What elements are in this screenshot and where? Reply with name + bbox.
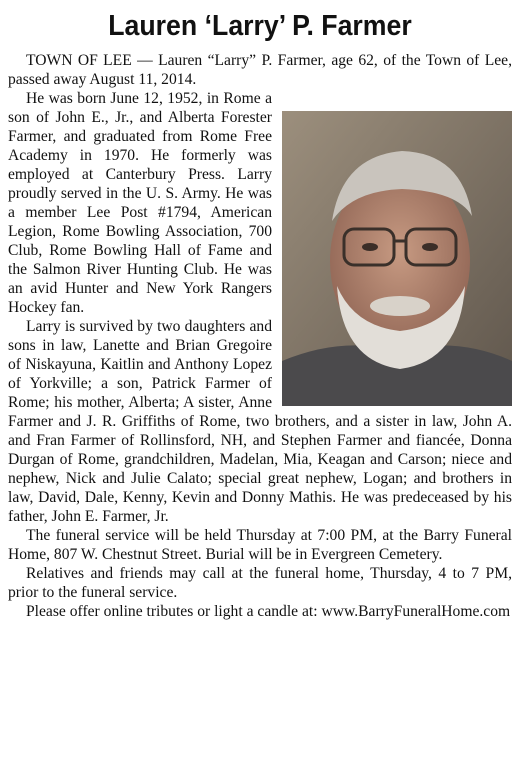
obituary-body — [8, 51, 512, 621]
obituary-headline: Lauren ‘Larry’ P. Farmer — [108, 10, 412, 42]
paragraph-survivors: Larry is survived by two daughters and sons in law, Lanette and Brian Gregoire of Niskayuna, Kaitlin and Anthony Lopez of Yorkville; a son, Patrick Farmer of Rome; his mother, Alberta; A sister, Anne Farmer and J. R. Griffiths of Rome, two brothers, and a sister in law, John A. and Fran Farmer of Rollinsford, NH, and Stephen Farmer and fiancée, Donna Durgan of Rome, grandchildren, Madelan, Mia, Keagan and Carson; niece and nephew, Nick and Julie Calato; special great nephew, Logan; and brothers in law, David, Dale, Kenny, Kevin and Donny Mathis. He was predeceased by his father, John E. Farmer, Jr. — [8, 318, 512, 525]
paragraph-intro: TOWN OF LEE — Lauren “Larry” P. Farmer, age 62, of the Town of Lee, passed away August 11, 2014. — [8, 52, 512, 88]
portrait-image — [282, 111, 512, 406]
portrait-photo — [282, 111, 512, 406]
paragraph-biography: He was born June 12, 1952, in Rome a son of John E., Jr., and Alberta Forester Farmer, and graduated from Rome Free Academy in 1970. He formerly was employed at Canterbury Press. Larry proudly served in the U. S. Army. He was a member Lee Post #1794, American Legion, Rome Bowling Association, 700 Club, Rome Bowling Hall of Fame and the Salmon River Hunting Club. He was an avid Hunter and New York Rangers Hockey fan. — [8, 90, 272, 316]
paragraph-funeral-service: The funeral service will be held Thursday at 7:00 PM, at the Barry Funeral Home, 807 W. Chestnut Street. Burial will be in Evergreen Cemetery. — [8, 527, 512, 563]
paragraph-online-tributes: Please offer online tributes or light a candle at: www.BarryFuneralHome.com — [26, 603, 511, 620]
paragraph-calling-hours: Relatives and friends may call at the funeral home, Thursday, 4 to 7 PM, prior to the funeral service. — [8, 565, 512, 601]
